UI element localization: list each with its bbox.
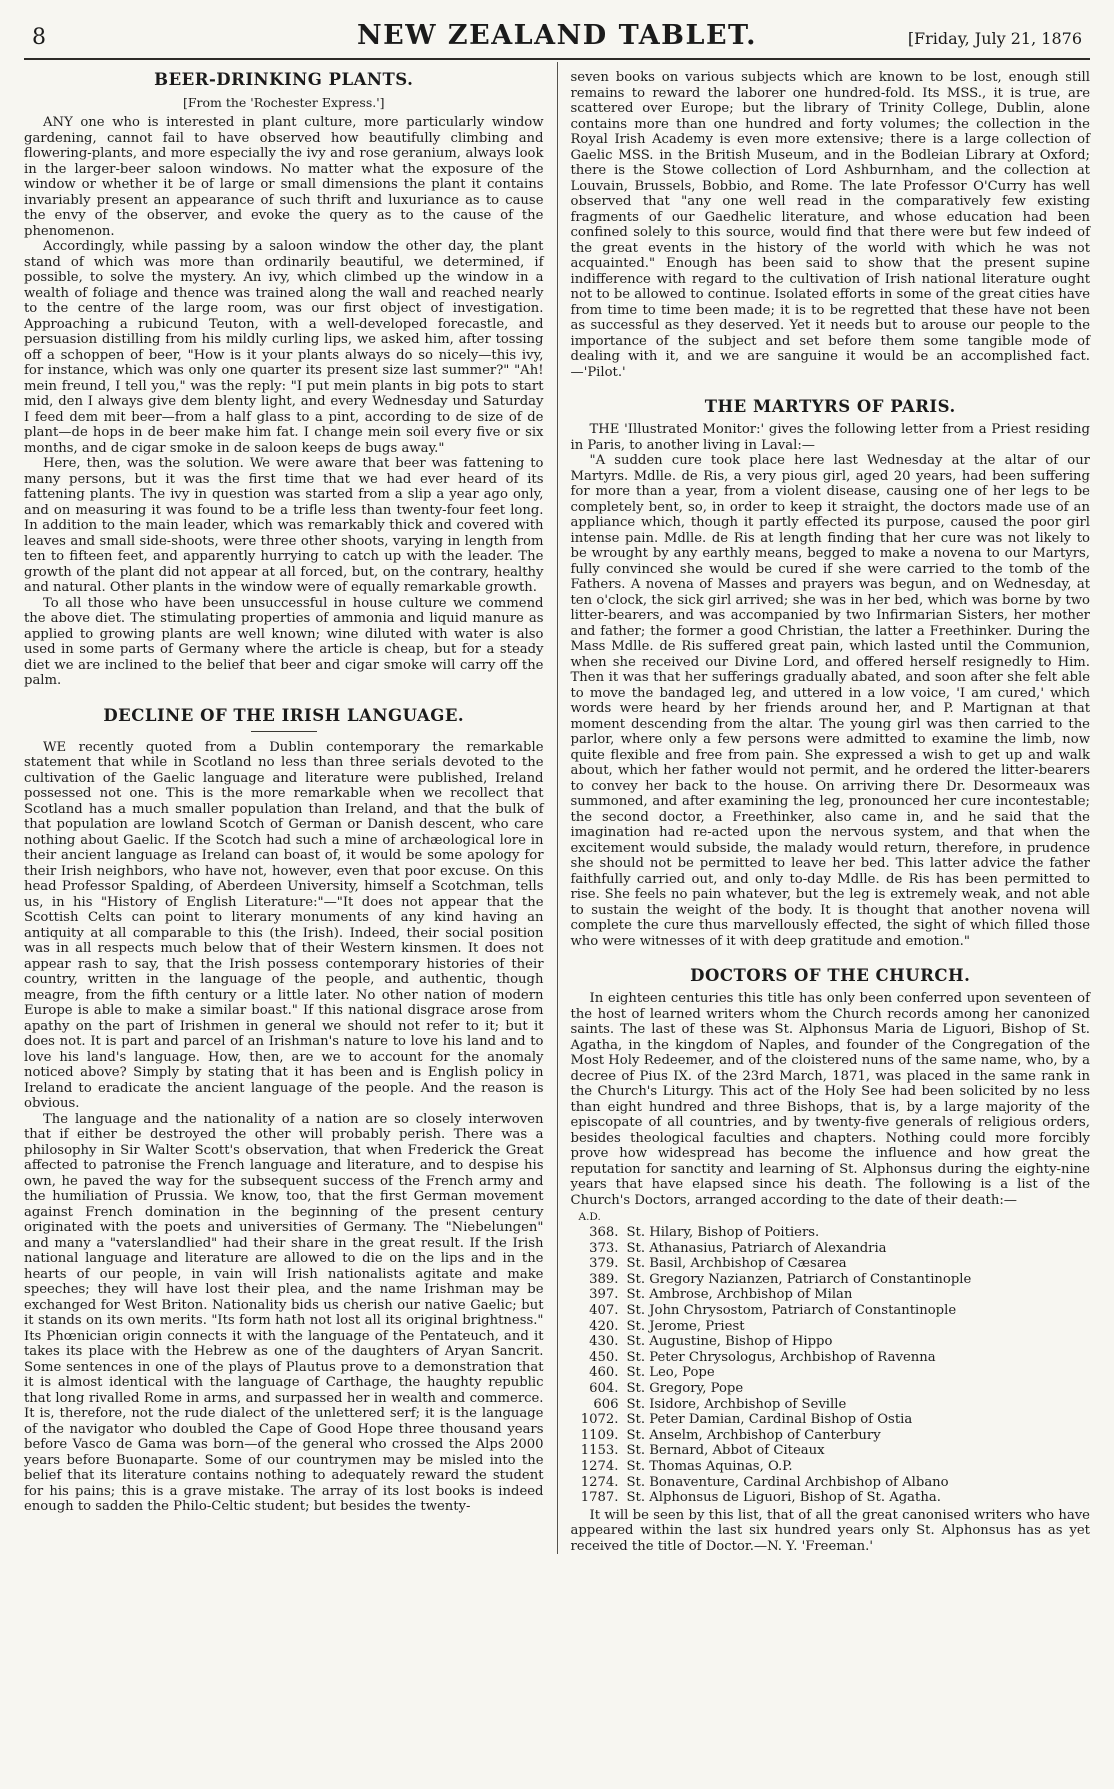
article-title: DOCTORS OF THE CHURCH. xyxy=(690,966,971,985)
doctor-year: 1274. xyxy=(580,1474,619,1490)
doctor-name: St. Gregory Nazianzen, Patriarch of Constantinople xyxy=(626,1271,972,1287)
doctor-year: 389. xyxy=(589,1271,619,1287)
paragraph: Accordingly, while passing by a saloon window the other day, the plant stand of which was more than ordinarily beautiful, we determined, if possible, to solve the mystery. An ivy, which climbed up the window in a wealth of foliage and thence was trained along the wall and reached nearly to the centre of the large room, was our first object of investigation. Approaching a rubicund Teuton, with a well-developed forecastle, and persuasion distilling from his mildly curling lips, we asked him, after tossing off a schoppen of beer, "How is it your plants always do so nicely—this ivy, for instance, which was only one quarter its present size last summer?" "Ah! mein freund, I tell you," was the reply: "I put mein plants in big pots to start mid, den I always give dem blenty light, and every Wednesday und Saturday I feed dem mit beer—from a half glass to a pint, according to de size of de plant—de hops in de beer make him fat. I change mein soil every five or six months, and de cigar smoke in de saloon keeps de bugs away." xyxy=(24,239,544,456)
doctor-name: St. Hilary, Bishop of Poitiers. xyxy=(626,1225,820,1240)
heading-ornament xyxy=(251,731,317,732)
doctor-name: St. Gregory, Pope xyxy=(626,1380,744,1396)
doctor-list-item xyxy=(577,1459,1091,1475)
doctor-name: St. Alphonsus de Liguori, Bishop of St. Agatha. xyxy=(626,1490,941,1506)
page-number: 8 xyxy=(32,25,46,50)
doctor-list-item xyxy=(577,1303,1091,1319)
article-attribution: [From the 'Rochester Express.'] xyxy=(182,95,385,110)
paragraph: ANY one who is interested in plant culture, more particularly window gardening, cannot fail to have observed how beautifully climbing and flowering-plants, and more especially the ivy and rose geranium, always look in the larger-beer saloon windows. No matter what the exposure of the window or whether it be of large or small dimensions the plant it contains invariably present an appearance of such thrift and luxuriance as to cause the envy of the observer, and evoke the query as to the cause of the phenomenon. xyxy=(24,115,544,239)
article-title: DECLINE OF THE IRISH LANGUAGE. xyxy=(103,705,465,725)
article-continuation xyxy=(571,70,1091,380)
doctor-year: 379. xyxy=(589,1256,619,1272)
doctor-year: 1109. xyxy=(580,1427,619,1443)
doctor-year: 373. xyxy=(589,1240,619,1256)
doctor-year: 1274. xyxy=(580,1458,619,1474)
paragraph: THE 'Illustrated Monitor:' gives the following letter from a Priest residing in Paris, to another living in Laval:— xyxy=(570,422,1090,453)
doctor-list-item xyxy=(577,1350,1091,1366)
doctor-name: St. Thomas Aquinas, O.P. xyxy=(626,1458,793,1474)
ad-era-label: A.D. xyxy=(578,1211,601,1223)
paragraph: WE recently quoted from a Dublin contemporary the remarkable statement that while in Scotland no less than three serials devoted to the cultivation of the Gaelic language and literature were published, Ireland possessed not one. This is the more remarkable when we recollect that Scotland has a much smaller population than Ireland, and that the bulk of that population are lowland Scotch of German or Danish descent, who care nothing about Gaelic. If the Scotch had such a mine of archæological lore in their ancient language as Ireland can boast of, it would be some apology for their Irish neighbors, who have not, however, even that poor excuse. On this head Professor Spalding, of Aberdeen University, himself a Scotchman, tells us, in his "History of English Literature:"—"It does not appear that the Scottish Celts can point to literary monuments of any kind having an antiquity at all comparable to this (the Irish). Indeed, their social position was in all respects much below that of their Western kinsmen. It does not appear rash to say, that the Irish possess contemporary histories of their country, written in the language of the people, and authentic, though meagre, from the fifth century or a little later. No other nation of modern Europe is able to make a similar boast." If this national disgrace arose from apathy on the part of Irishmen in general we should not refer to it; but it does not. It is part and parcel of an Irishman's nature to love his land and to love his land's language. How, then, are we to account for the anomaly noticed above? Simply by stating that it has been and is English policy in Ireland to eradicate the ancient language of the people. And the reason is obvious. xyxy=(24,739,544,1111)
article-doctors-of-the-church xyxy=(571,966,1091,1554)
article-martyrs-of-paris xyxy=(571,397,1091,949)
doctor-list-item xyxy=(577,1381,1091,1397)
doctor-year: 430. xyxy=(589,1334,619,1350)
doctor-list-item xyxy=(577,1412,1091,1428)
doctor-list-item xyxy=(577,1272,1091,1288)
page-header xyxy=(24,12,1090,53)
doctor-name: St. Augustine, Bishop of Hippo xyxy=(626,1334,833,1350)
doctor-year: 604. xyxy=(589,1380,619,1396)
doctor-list-item xyxy=(577,1428,1091,1444)
doctor-year: 450. xyxy=(589,1349,619,1365)
doctor-name: St. Leo, Pope xyxy=(626,1365,715,1381)
doctor-year: 420. xyxy=(589,1318,619,1334)
doctor-name: St. Athanasius, Patriarch of Alexandria xyxy=(626,1240,887,1256)
doctor-year: 397. xyxy=(589,1287,619,1303)
doctor-year: 460. xyxy=(589,1365,619,1381)
doctor-year: 368. xyxy=(589,1225,619,1240)
paragraph: Here, then, was the solution. We were aware that beer was fattening to many persons, but it was the first time that we had ever heard of its fattening plants. The ivy in question was started from a slip a year ago only, and on measuring it was found to be a trifle less than twenty-four feet long. In addition to the main leader, which was remarkably thick and covered with leaves and small side-shoots, were three other shoots, varying in length from ten to fifteen feet, and apparently hurrying to catch up with the leader. The growth of the plant did not appear at all forced, but, on the contrary, healthy and natural. Other plants in the window were of equally remarkable growth. xyxy=(24,456,544,595)
header-rule xyxy=(24,58,1090,60)
doctor-year: 606 xyxy=(593,1396,619,1412)
doctor-name: St. Anselm, Archbishop of Canterbury xyxy=(626,1427,881,1443)
doctor-name: St. Peter Damian, Cardinal Bishop of Ostia xyxy=(626,1412,913,1428)
doctor-list-item xyxy=(577,1241,1091,1257)
left-column xyxy=(24,62,557,1554)
continuation-paragraph: seven books on various subjects which are known to be lost, enough still remains to reward the laborer one hundred-fold. Its MSS., it is true, are scattered over Europe; but the library of Trinity College, Dublin, alone contains more than one hundred and forty volumes; the collection in the Royal Irish Academy is even more extensive; there is a large collection of Gaelic MSS. in the British Museum, and in the Bodleian Library at Oxford; there is the Stowe collection of Lord Ashburnham, and the collection at Louvain, Brussels, Bobbio, and Rome. The late Professor O'Curry has well observed that "any one well read in the comparatively few existing fragments of our Gaedhelic literature, and whose education had been confined solely to this source, would find that there were but few indeed of the great events in the history of the world with which he was not acquainted." Enough has been said to show that the present supine indifference with regard to the cultivation of Irish national literature ought not to be allowed to continue. Isolated efforts in some of the great cities have from time to time been made; it is to be regretted that these have not been as successful as they deserved. Yet it needs but to arouse our people to the importance of the subject and set before them some tangible mode of dealing with it, and we are sanguine it would be an accomplished fact.—'Pilot.' xyxy=(570,70,1090,380)
article-decline-irish-language xyxy=(24,706,544,1515)
paragraph: The language and the nationality of a nation are so closely interwoven that if either be destroyed the other will probably perish. There was a philosophy in Sir Walter Scott's observation, that when Frederick the Great affected to patronise the French language and literature, and to despise his own, he paved the way for the subsequent success of the French army and the humiliation of Prussia. We know, too, that the first German movement against French domination in the beginning of the present century originated with the poets and universities of Germany. The "Niebelungen" and many a "vaterslandlied" had their share in the great result. If the Irish national language and literature are allowed to die on the lips and in the hearts of our people, in vain will Irish nationalists agitate and make speeches; they will have lost their plea, and the name Irishman may be exchanged for West Briton. Nationality bids us cherish our native Gaelic; but it stands on its own merits. "Its form hath not lost all its original brightness." Its Phœnician origin connects it with the language of the Pentateuch, and it takes its place with the Hebrew as one of the daughters of Aryan Sancrit. Some sentences in one of the plays of Plautus prove to a demonstration that it is almost identical with the language of Carthage, the haughty republic that long rivalled Rome in arms, and surpassed her in wealth and commerce. It is, therefore, not the rude dialect of the unlettered serf; it is the language of the navigator who doubled the Cape of Good Hope three thousand years before Vasco de Gama was born—of the general who crossed the Alps 2000 years before Buonaparte. Some of our countrymen may be misled into the belief that its literature contains nothing to adequately reward the student for his pains; this is a grave mistake. The array of its lost books is indeed enough to sadden the Philo-Celtic student; but besides the twenty- xyxy=(24,1111,544,1514)
doctor-name: St. Bernard, Abbot of Citeaux xyxy=(626,1443,825,1459)
doctor-list-item xyxy=(577,1319,1091,1335)
doctor-name: St. Ambrose, Archbishop of Milan xyxy=(626,1287,853,1303)
paragraph: "A sudden cure took place here last Wednesday at the altar of our Martyrs. Mdlle. de Ris, a very pious girl, aged 20 years, had been suffering for more than a year, from a violent disease, causing one of her legs to be completely bent, so, in order to keep it straight, the doctors made use of an appliance which, though it partly effected its purpose, caused the poor girl intense pain. Mdlle. de Ris at length finding that her cure was not likely to be wrought by any earthly means, begged to make a novena to our Martyrs, fully convinced she would be cured if she were carried to the tomb of the Fathers. A novena of Masses and prayers was begun, and on Wednesday, at ten o'clock, the sick girl arrived; she was in her bed, which was borne by two litter-bearers, and was accompanied by two Infirmarian Sisters, her mother and father; the former a good Christian, the latter a Freethinker. During the Mass Mdlle. de Ris suffered great pain, which lasted until the Communion, when she received our Divine Lord, and offered herself resignedly to Him. Then it was that her sufferings gradually abated, and soon after she felt able to move the bandaged leg, and uttered in a low voice, 'I am cured,' which words were heard by her friends around her, and P. Martignan at that moment descending from the altar. The young girl was then carried to the parlor, where only a few persons were admitted to examine the limb, now quite flexible and free from pain. She expressed a wish to get up and walk about, which her father would not permit, and he ordered the litter-bearers to convey her back to the house. On arriving there Dr. Desormeaux was summoned, and after examining the leg, pronounced her cure incontestable; the second doctor, a Freethinker, also came in, and he said that the imagination had re-acted upon the nervous system, and that when the excitement would subside, the malady would return, therefore, in prudence she should not be permitted to leave her bed. This latter advice the father faithfully carried out, and only to-day Mdlle. de Ris has been permitted to rise. She feels no pain whatever, but the leg is extremely weak, and not able to sustain the weight of the body. It is thought that another novena will complete the cure thus marvellously effected, the sight of which filled those who were witnesses of it with deep gratitude and emotion." xyxy=(570,453,1090,949)
doctor-year: 1787. xyxy=(580,1490,619,1506)
paragraph: In eighteen centuries this title has only been conferred upon seventeen of the host of learned writers whom the Church records among her canonized saints. The last of these was St. Alphonsus Maria de Liguori, Bishop of St. Agatha, in the kingdom of Naples, and founder of the Congregation of the Most Holy Redeemer, and of the cloistered nuns of the same name, who, by a decree of Pius IX. of the 23rd March, 1871, was placed in the same rank in the Church's Liturgy. This act of the Holy See had been solicited by no less than eight hundred and three Bishops, that is, by a large majority of the episcopate of all countries, and by twenty-five generals of religious orders, besides theological faculties and chapters. Nothing could more forcibly prove how widespread has become the influence and how great the reputation for sanctity and learning of St. Alphonsus during the eighty-nine years that have elapsed since his death. The following is a list of the Church's Doctors, arranged according to the date of their death:— xyxy=(570,991,1090,1208)
doctor-list-item xyxy=(577,1397,1091,1413)
doctor-list-item xyxy=(577,1475,1091,1491)
masthead-title: NEW ZEALAND TABLET. xyxy=(356,20,758,51)
issue-date: [Friday, July 21, 1876 xyxy=(907,29,1082,48)
doctor-list-item xyxy=(577,1443,1091,1459)
doctor-list-item xyxy=(577,1225,1091,1241)
article-title: THE MARTYRS OF PARIS. xyxy=(704,397,956,416)
doctor-list-item xyxy=(577,1256,1091,1272)
doctor-name: St. Basil, Archbishop of Cæsarea xyxy=(626,1256,847,1272)
doctor-year: 1072. xyxy=(580,1412,619,1428)
columns xyxy=(24,62,1090,1554)
doctor-list-item xyxy=(577,1334,1091,1350)
doctor-name: St. Peter Chrysologus, Archbishop of Ravenna xyxy=(626,1349,936,1365)
doctor-name: St. Bonaventure, Cardinal Archbishop of Albano xyxy=(626,1474,949,1490)
doctor-name: St. John Chrysostom, Patriarch of Constantinople xyxy=(626,1302,957,1318)
doctor-name: St. Isidore, Archbishop of Seville xyxy=(626,1396,847,1412)
article-title: BEER-DRINKING PLANTS. xyxy=(154,70,414,89)
right-column xyxy=(558,62,1091,1554)
doctor-list-item xyxy=(577,1287,1091,1303)
paragraph: To all those who have been unsuccessful in house culture we commend the above diet. The stimulating properties of ammonia and liquid manure as applied to growing plants are well known; wine diluted with water is also used in some parts of Germany where the article is cheap, but for a steady diet we are inclined to the belief that beer and cigar smoke will carry off the palm. xyxy=(24,595,544,688)
article-beer-drinking-plants xyxy=(24,70,544,689)
closing-paragraph: It will be seen by this list, that of all the great canonised writers who have appeared within the last six hundred years only St. Alphonsus has as yet received the title of Doctor.—N. Y. 'Freeman.' xyxy=(570,1507,1090,1554)
doctor-list xyxy=(577,1225,1091,1506)
doctor-year: 407. xyxy=(589,1302,619,1318)
doctor-year: 1153. xyxy=(580,1443,619,1459)
doctor-name: St. Jerome, Priest xyxy=(626,1318,745,1334)
doctor-list-item xyxy=(577,1365,1091,1381)
doctor-list-item xyxy=(577,1490,1091,1506)
